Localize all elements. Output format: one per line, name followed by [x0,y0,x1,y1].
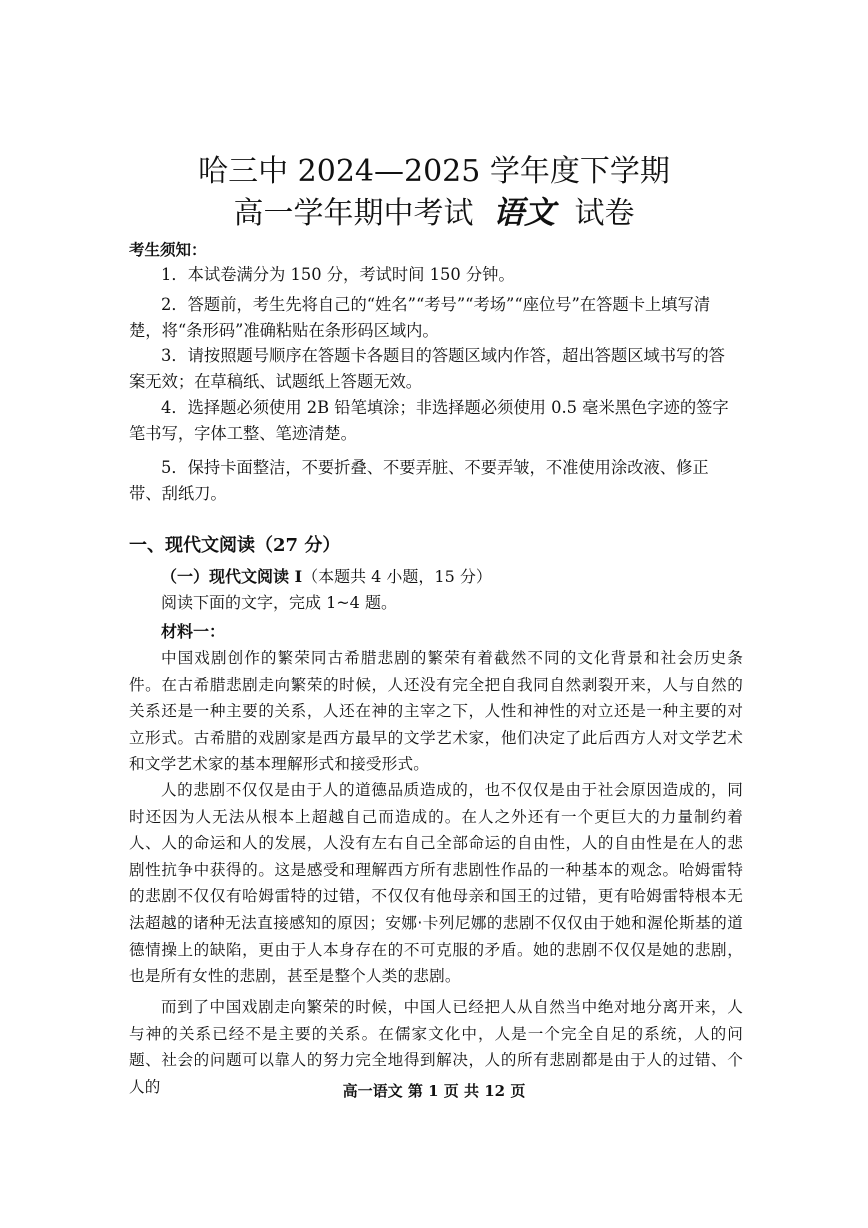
exam-title-line2 [0,195,868,232]
exam-title-prefix: 高一学年期中考试 [233,196,474,231]
passage-paragraph-3: 而到了中国戏剧走向繁荣的时候，中国人已经把人从自然当中绝对地分离开来，人与神的关系已经不是主要的关系。在儒家文化中，人是一个完全自足的系统，人的问题、社会的问题可以靠人的努力完全地得到解决，人的所有悲剧都是由于人的过错、个人的 [129,998,743,1096]
notice-item-2: 2．答题前，考生先将自己的“姓名”“考号”“考场”“座位号”在答题卡上填写清楚，将“条形码”准确粘贴在条形码区域内。 [129,295,711,340]
exam-title-line1: 哈三中 2024—2025 学年度下学期 [198,154,670,189]
passage-paragraph-2: 人的悲剧不仅仅是由于人的道德品质造成的，也不仅仅是由于社会原因造成的，同时还因为人无法从根本上超越自己而造成的。在人之外还有一个更巨大的力量制约着人、人的命运和人的发展，人没有左右自己全部命运的自由性，人的自由性是在人的悲剧性抗争中获得的。这是感受和理解西方所有悲剧性作品的一种基本的观念。哈姆雷特的悲剧不仅仅有哈姆雷特的过错，不仅仅有他母亲和国王的过错，更有哈姆雷特根本无法超越的诸种无法直接感知的原因；安娜·卡列尼娜的悲剧不仅仅由于她和渥伦斯基的道德情操上的缺陷，更由于人本身存在的不可克服的矛盾。她的悲剧不仅仅是她的悲剧，也是所有女性的悲剧，甚至是整个人类的悲剧。 [129,781,743,986]
notice-item-1: 1．本试卷满分为 150 分，考试时间 150 分钟。 [161,265,515,284]
exam-title-suffix: 试卷 [574,196,635,231]
page-footer: 高一语文 第 1 页 共 12 页 [342,1082,526,1100]
subsection-heading [161,564,492,587]
exam-subject: 语文 [493,195,555,231]
subsection-note: （本题共 4 小题，15 分） [302,567,492,586]
notice-item-4: 4．选择题必须使用 2B 铅笔填涂；非选择题必须使用 0.5 毫米黑色字迹的签字笔书写，字体工整、笔迹清楚。 [129,398,729,443]
notice-item-5: 5．保持卡面整洁，不要折叠、不要弄脏、不要弄皱，不准使用涂改液、修正带、刮纸刀。 [129,458,709,503]
notice-heading: 考生须知： [129,240,207,259]
passage-paragraph-1: 中国戏剧创作的繁荣同古希腊悲剧的繁荣有着截然不同的文化背景和社会历史条件。在古希腊悲剧走向繁荣的时候，人还没有完全把自我同自然剥裂开来，人与自然的关系还是一种主要的关系，人还在神的主宰之下，人性和神性的对立还是一种主要的对立形式。古希腊的戏剧家是西方最早的文学艺术家，他们决定了此后西方人对文学艺术和文学艺术家的基本理解形式和接受形式。 [129,649,743,774]
notice-item-3: 3．请按照题号顺序在答题卡各题目的答题区域内作答，超出答题区域书写的答案无效；在草稿纸、试题纸上答题无效。 [129,346,725,391]
reading-instruction: 阅读下面的文字，完成 1~4 题。 [161,593,397,612]
subsection-title: （一）现代文阅读 I [161,567,303,586]
material-label: 材料一： [161,622,226,641]
section-heading: 一、现代文阅读（27 分） [129,535,341,556]
